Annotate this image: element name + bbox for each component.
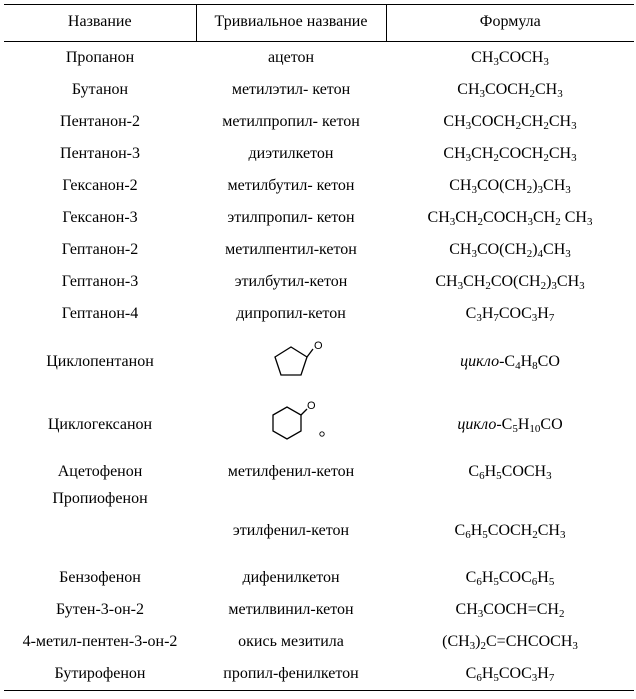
- cell-structure: [196, 393, 386, 456]
- cell-name: Гептанон-3: [61, 273, 139, 290]
- cell-name: Бутен-3-он-2: [56, 601, 144, 618]
- cell-formula: $CH_3COCH=CH_2$: [455, 601, 565, 620]
- header-name: Название: [4, 5, 196, 42]
- cell-name: Гептанон-4: [61, 305, 139, 322]
- table-row: [4, 266, 634, 298]
- table-row: [4, 594, 634, 626]
- cell-trivial: окись мезитила: [238, 633, 344, 650]
- cell-trivial: дифенилкетон: [242, 569, 340, 586]
- cyclohexanone-structure-icon: [253, 399, 329, 451]
- ketones-table: [4, 4, 634, 691]
- table-row: [4, 202, 634, 234]
- cell-name: Пропанон: [65, 49, 135, 66]
- cell-name: Гептанон-2: [61, 241, 139, 258]
- cell-trivial: дипропил-кетон: [236, 305, 346, 322]
- table-row: [4, 456, 634, 488]
- cell-formula: $CH_3CO(CH_2)_3CH_3$: [449, 177, 571, 196]
- table-row: [4, 562, 634, 594]
- cell-name: Бензофенон: [59, 569, 141, 586]
- cell-name: Гексанон-3: [62, 209, 138, 226]
- table-row: [4, 626, 634, 658]
- cell-formula: $CH_3CH_2COCH_3CH_2$ $CH_3$: [427, 209, 593, 228]
- cell-structure: [196, 330, 386, 393]
- cell-trivial: этилфенил-кетон: [232, 522, 350, 539]
- header-trivial-name: Тривиальное название: [196, 5, 386, 42]
- cell-name: Гексанон-2: [62, 177, 138, 194]
- header-formula: Формула: [386, 5, 634, 42]
- cell-name: Циклопентанон: [46, 352, 154, 370]
- table-row: [4, 234, 634, 266]
- cell-name: Пропиофенон: [52, 490, 148, 507]
- cell-formula: $C_6H_5COCH_2CH_3$: [454, 522, 566, 541]
- cell-trivial: метилпропил- кетон: [222, 113, 360, 130]
- cell-formula: $CH_3CH_2COCH_2CH_3$: [443, 145, 577, 164]
- table-row: [4, 488, 634, 562]
- cell-formula: $CH_3COCH_2CH_2CH_3$: [443, 113, 577, 132]
- table-row: [4, 170, 634, 202]
- cell-formula: $CH_3CH_2CO(CH_2)_3CH_3$: [435, 273, 585, 292]
- cell-name: Пентанон-3: [60, 145, 140, 162]
- formula-text: $-C_5H_{10}CO$: [496, 415, 563, 435]
- table-row: [4, 138, 634, 170]
- cell-name: Бутанон: [71, 81, 129, 98]
- table-row: [4, 658, 634, 691]
- table-row: [4, 106, 634, 138]
- cell-trivial: пропил-фенилкетон: [196, 658, 386, 691]
- table-row: [4, 393, 634, 456]
- cell-trivial: этилпропил- кетон: [227, 209, 355, 226]
- cell-name: Ацетофенон: [57, 463, 143, 480]
- oxygen-label: O: [314, 339, 323, 352]
- cell-name: 4-метил-пентен-3-он-2: [22, 633, 178, 650]
- cell-formula: $C_6H_5COC_6H_5$: [465, 569, 555, 588]
- formula-prefix: цикло: [457, 415, 497, 433]
- header-row: [4, 5, 634, 42]
- cell-formula: [386, 393, 634, 456]
- cell-trivial: ацетон: [267, 49, 315, 66]
- cell-formula: $CH_3CO(CH_2)_4CH_3$: [449, 241, 571, 260]
- cell-trivial: этилбутил-кетон: [234, 273, 348, 290]
- cell-trivial: метилэтил- кетон: [231, 81, 351, 98]
- cell-trivial: метилпентил-кетон: [225, 241, 357, 258]
- cell-trivial: метилфенил-кетон: [227, 463, 355, 480]
- formula-prefix: цикло: [460, 352, 500, 370]
- table-row: [4, 330, 634, 393]
- cell-formula: $C_3H_7COC_3H_7$: [465, 305, 555, 324]
- cyclopentanone-structure-icon: [261, 337, 321, 387]
- cell-name: Бутирофенон: [4, 658, 196, 691]
- table-row: [4, 298, 634, 330]
- oxygen-label: O: [307, 399, 316, 412]
- cell-trivial: диэтилкетон: [248, 145, 334, 162]
- cell-formula: [386, 330, 634, 393]
- cell-formula: $(CH_3)_2C=CHCOCH_3$: [442, 633, 578, 652]
- cell-formula: $C_6H_5COCH_3$: [468, 463, 552, 482]
- cell-trivial: метилвинил-кетон: [228, 601, 354, 618]
- dot-mark: [320, 431, 324, 435]
- cell-trivial: метилбутил- кетон: [227, 177, 355, 194]
- cell-formula: $C_6H_5COC_3H_7$: [386, 658, 634, 691]
- table-row: [4, 42, 634, 75]
- table-row: [4, 74, 634, 106]
- cell-formula: $CH_3COCH_3$: [471, 49, 549, 68]
- formula-text: $-C_4H_8CO$: [499, 352, 560, 372]
- cell-name: Циклогексанон: [47, 415, 153, 433]
- cell-name: Пентанон-2: [60, 113, 140, 130]
- cell-formula: $CH_3COCH_2CH_3$: [457, 81, 563, 100]
